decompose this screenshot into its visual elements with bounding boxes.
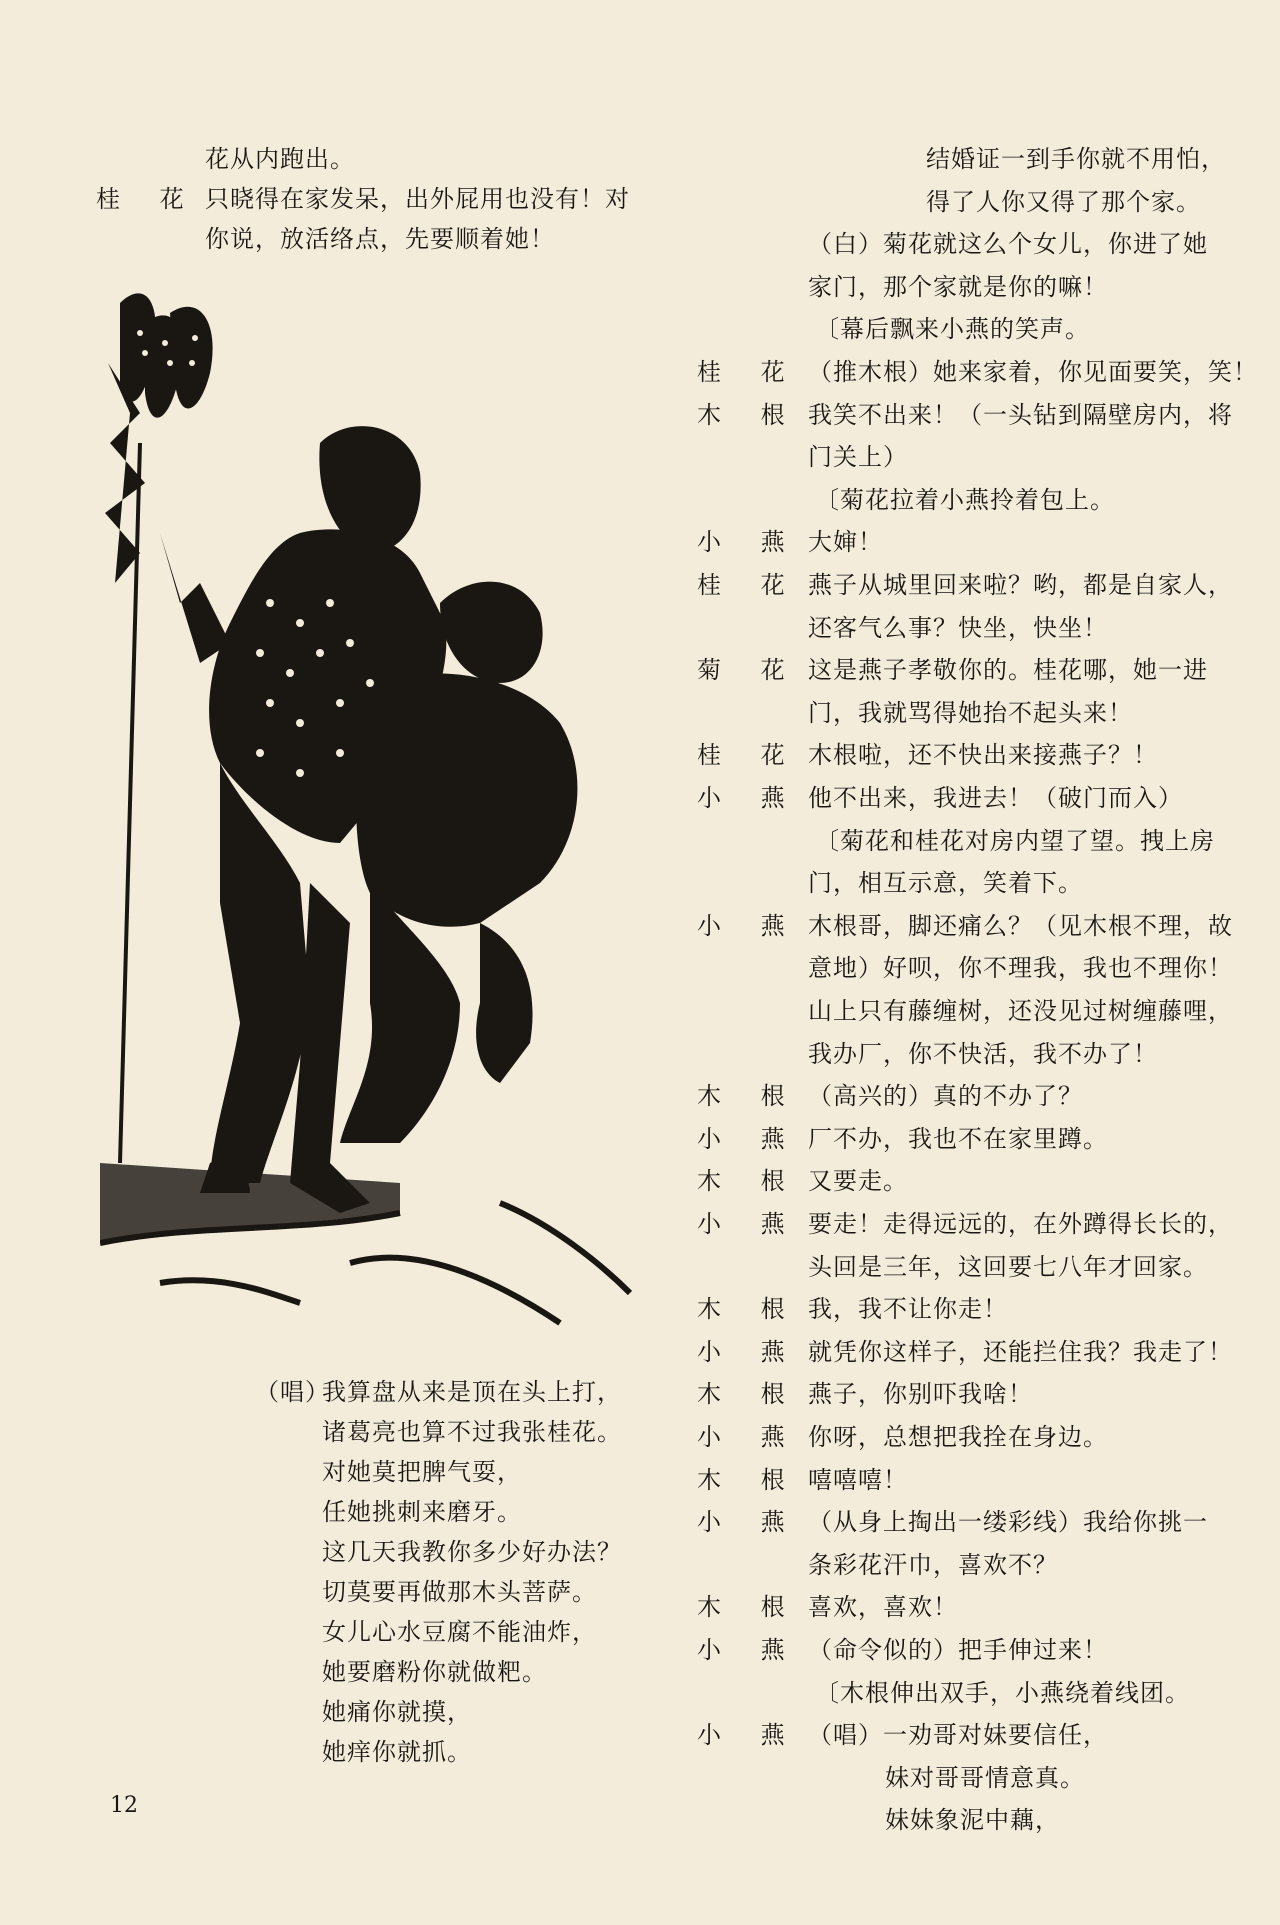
speaker-label: 木 根 [697, 401, 801, 429]
continuation-line: 门关上） [808, 443, 908, 471]
continuation-line: 结婚证一到手你就不用怕， [926, 145, 1226, 173]
speaker-label: 木 根 [697, 1466, 801, 1494]
ink-illustration [100, 283, 645, 1363]
dialogue-line: 燕子从城里回来啦？哟，都是自家人， [808, 571, 1233, 599]
song-line: 对她莫把脾气耍， [322, 1458, 522, 1486]
speaker-label: 桂 花 [697, 571, 801, 599]
dialogue-line: 嘻嘻嘻！ [808, 1466, 908, 1494]
dialogue-line: （推木根）她来家着，你见面要笑，笑！ [808, 358, 1258, 386]
continuation-line: 门，我就骂得她抬不起头来！ [808, 699, 1133, 727]
song-line: 她要磨粉你就做粑。 [322, 1658, 547, 1686]
dialogue-line: 燕子，你别吓我啥！ [808, 1380, 1033, 1408]
dialogue-line: 木根啦，还不快出来接燕子？！ [808, 741, 1158, 769]
dialogue-line: （唱）一劝哥对妹要信任， [808, 1721, 1108, 1749]
continuation-line: 〔幕后飘来小燕的笑声。 [815, 315, 1090, 343]
speaker-label: 小 燕 [697, 912, 801, 940]
continuation-line: 〔菊花拉着小燕拎着包上。 [815, 486, 1115, 514]
speaker-label: 木 根 [697, 1295, 801, 1323]
speaker-label: 小 燕 [697, 1508, 801, 1536]
continuation-line: 头回是三年，这回要七八年才回家。 [808, 1253, 1208, 1281]
dialogue-line: （高兴的）真的不办了？ [808, 1082, 1083, 1110]
dialogue-line: 木根哥，脚还痛么？（见木根不理，故 [808, 912, 1233, 940]
song-line: 这几天我教你多少好办法？ [322, 1538, 622, 1566]
dialogue-line: 我笑不出来！（一头钻到隔壁房内，将 [808, 401, 1233, 429]
continuation-line: 妹对哥哥情意真。 [885, 1764, 1085, 1792]
song-line: 她痒你就抓。 [322, 1738, 472, 1766]
dialogue-line: （从身上掏出一缕彩线）我给你挑一 [808, 1508, 1208, 1536]
speaker-label: 木 根 [697, 1082, 801, 1110]
dialogue-line: 又要走。 [808, 1167, 908, 1195]
song-line: 任她挑刺来磨牙。 [322, 1498, 522, 1526]
continuation-line: （白）菊花就这么个女儿，你进了她 [808, 230, 1208, 258]
continuation-line: 〔菊花和桂花对房内望了望。拽上房 [815, 827, 1215, 855]
song-line: 我算盘从来是顶在头上打， [322, 1378, 622, 1406]
dialogue-line: 厂不办，我也不在家里蹲。 [808, 1125, 1108, 1153]
stage-direction: 花从内跑出。 [205, 145, 355, 173]
dialogue-line: 喜欢，喜欢！ [808, 1593, 958, 1621]
dialogue-line: 要走！走得远远的，在外蹲得长长的， [808, 1210, 1233, 1238]
song-line: 女儿心水豆腐不能油炸， [322, 1618, 597, 1646]
speaker-label: 木 根 [697, 1593, 801, 1621]
speaker-label: 小 燕 [697, 1125, 801, 1153]
dialogue-line: 你说，放活络点，先要顺着她！ [205, 225, 555, 253]
speaker-label: 小 燕 [697, 1210, 801, 1238]
speaker-label: 小 燕 [697, 1721, 801, 1749]
speaker-label: 小 燕 [697, 1423, 801, 1451]
speaker-label: 桂 花 [96, 185, 200, 213]
dialogue-line: 你呀，总想把我拴在身边。 [808, 1423, 1108, 1451]
continuation-line: 意地）好呗，你不理我，我也不理你！ [808, 954, 1233, 982]
dialogue-line: 只晓得在家发呆，出外屁用也没有！对 [205, 185, 630, 213]
dialogue-line: 我，我不让你走！ [808, 1295, 1008, 1323]
speaker-label: 桂 花 [697, 358, 801, 386]
speaker-label: 小 燕 [697, 528, 801, 556]
speaker-label: 木 根 [697, 1167, 801, 1195]
dialogue-line: 他不出来，我进去！（破门而入） [808, 784, 1183, 812]
speaker-label: 小 燕 [697, 1636, 801, 1664]
speaker-label: 小 燕 [697, 784, 801, 812]
dialogue-line: 大婶！ [808, 528, 883, 556]
continuation-line: 〔木根伸出双手，小燕绕着线团。 [815, 1679, 1190, 1707]
dialogue-line: 就凭你这样子，还能拦住我？我走了！ [808, 1338, 1233, 1366]
page-number: 12 [110, 1793, 138, 1818]
speaker-label: 桂 花 [697, 741, 801, 769]
continuation-line: 门，相互示意，笑着下。 [808, 869, 1083, 897]
continuation-line: 条彩花汗巾，喜欢不？ [808, 1551, 1058, 1579]
speaker-label: 小 燕 [697, 1338, 801, 1366]
continuation-line: 家门，那个家就是你的嘛！ [808, 273, 1108, 301]
speaker-label: 木 根 [697, 1380, 801, 1408]
dialogue-line: （命令似的）把手伸过来！ [808, 1636, 1108, 1664]
continuation-line: 妹妹象泥中藕， [885, 1806, 1060, 1834]
continuation-line: 得了人你又得了那个家。 [926, 188, 1201, 216]
continuation-line: 我办厂，你不快活，我不办了！ [808, 1040, 1158, 1068]
continuation-line: 山上只有藤缠树，还没见过树缠藤哩， [808, 997, 1233, 1025]
song-line: 诸葛亮也算不过我张桂花。 [322, 1418, 622, 1446]
dialogue-line: 这是燕子孝敬你的。桂花哪，她一进 [808, 656, 1208, 684]
sing-marker: （唱） [255, 1378, 330, 1406]
continuation-line: 还客气么事？快坐，快坐！ [808, 614, 1108, 642]
song-line: 切莫要再做那木头菩萨。 [322, 1578, 597, 1606]
song-line: 她痛你就摸， [322, 1698, 472, 1726]
speaker-label: 菊 花 [697, 656, 801, 684]
